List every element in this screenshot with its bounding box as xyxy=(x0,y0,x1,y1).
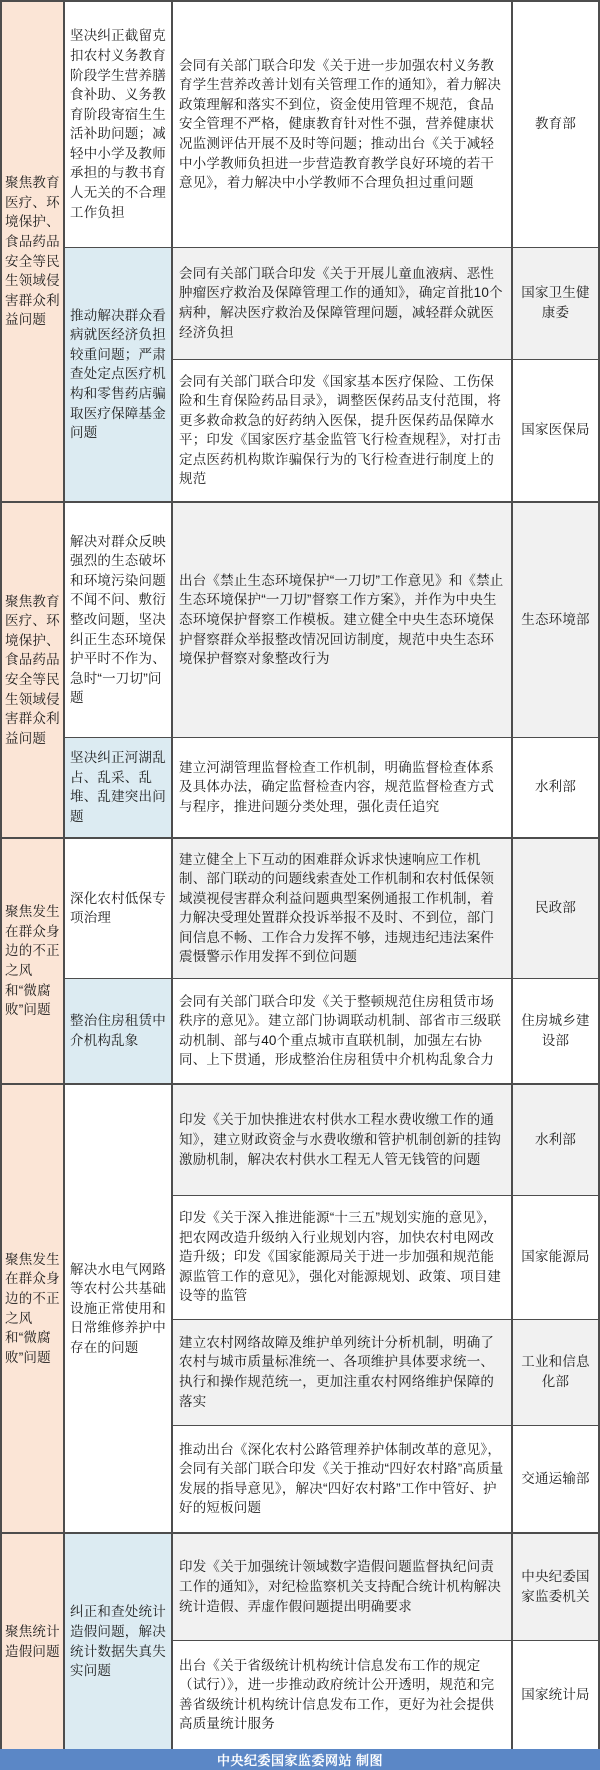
department-cell: 交通运输部 xyxy=(512,1425,599,1533)
focus-cell: 聚焦教育医疗、环境保护、食品药品安全等民生领域侵害群众利益问题 xyxy=(1,1,64,502)
department-cell: 民政部 xyxy=(512,838,599,978)
issue-cell: 推动解决群众看病就医经济负担较重问题；严肃查处定点医疗机构和零售药店骗取医疗保障基金问题 xyxy=(64,247,172,502)
table-row xyxy=(1,978,599,1084)
measure-cell: 会同有关部门联合印发《关于进一步加强农村义务教育学生营养改善计划有关管理工作的通知》，着力解决政策理解和落实不到位，资金使用管理不规范，食品安全管理不严格，健康教育针对性不强，营养健康状况监测评估开展不及时等问题；推动出台《关于减轻中小学教师负担进一步营造教育教学良好环境的若干意见》，着力解决中小学教师不合理负担过重问题 xyxy=(172,1,512,247)
table-row xyxy=(1,502,599,737)
measure-cell: 建立健全上下互动的困难群众诉求快速响应工作机制、部门联动的问题线索查处工作机制和农村低保领域漠视侵害群众利益问题典型案例通报工作机制，着力解决受理处置群众投诉举报不及时、不到位，部门间信息不畅、工作合力发挥不够，违规违纪违法案件震慑警示作用发挥不到位问题 xyxy=(172,838,512,978)
department-cell: 国家能源局 xyxy=(512,1195,599,1319)
issue-cell: 深化农村低保专项治理 xyxy=(64,838,172,978)
department-cell: 水利部 xyxy=(512,737,599,838)
measure-cell: 出台《禁止生态环境保护“一刀切”工作意见》和《禁止生态环境保护“一刀切”督察工作方案》，并作为中央生态环境保护督察工作模板。建立健全中央生态环境保护督察群众举报整改情况回访制度，规范中央生态环境保护督察对象整改行为 xyxy=(172,502,512,737)
measure-cell: 会同有关部门联合印发《国家基本医疗保险、工伤保险和生育保险药品目录》，调整医保药品支付范围，将更多救命救急的好药纳入医保，提升医保药品保障水平；印发《国家医疗基金监管飞行检查规程》，对打击定点医药机构欺诈骗保行为的飞行检查进行制度上的规范 xyxy=(172,359,512,502)
table-row xyxy=(1,1,599,247)
focus-cell: 聚焦发生在群众身边的不正之风和“微腐败”问题 xyxy=(1,838,64,1084)
measure-cell: 印发《关于加强统计领域数字造假问题监督执纪问责工作的通知》，对纪检监察机关支持配合统计机构解决统计造假、弄虚作假问题提出明确要求 xyxy=(172,1533,512,1640)
table-row xyxy=(1,838,599,978)
table-row xyxy=(1,1084,599,1195)
table-row xyxy=(1,737,599,838)
issue-cell: 整治住房租赁中介机构乱象 xyxy=(64,978,172,1084)
measure-cell: 出台《关于省级统计机构统计信息发布工作的规定（试行）》，进一步推动政府统计公开透明，规范和完善省级统计机构统计信息发布工作，更好为社会提供高质量统计服务 xyxy=(172,1640,512,1750)
focus-cell: 聚焦发生在群众身边的不正之风和“微腐败”问题 xyxy=(1,1084,64,1533)
credit-bar xyxy=(0,1749,600,1770)
department-cell: 工业和信息化部 xyxy=(512,1319,599,1425)
measure-cell: 建立河湖管理监督检查工作机制，明确监督检查体系及具体办法，确定监督检查内容，规范监督检查方式与程序，推进问题分类处理，强化责任追究 xyxy=(172,737,512,838)
measure-cell: 会同有关部门联合印发《关于开展儿童血液病、恶性肿瘤医疗救治及保障管理工作的通知》，确定首批10个病种，解决医疗救治及保障管理问题，减轻群众就医经济负担 xyxy=(172,247,512,359)
focus-cell: 聚焦教育医疗、环境保护、食品药品安全等民生领域侵害群众利益问题 xyxy=(1,502,64,838)
department-cell: 水利部 xyxy=(512,1084,599,1195)
department-cell: 生态环境部 xyxy=(512,502,599,737)
credit-text: 中央纪委国家监委网站 制图 xyxy=(216,1753,384,1768)
issue-cell: 纠正和查处统计造假问题，解决统计数据失真失实问题 xyxy=(64,1533,172,1750)
department-cell: 中央纪委国家监委机关 xyxy=(512,1533,599,1640)
department-cell: 国家卫生健康委 xyxy=(512,247,599,359)
issue-cell: 坚决纠正截留克扣农村义务教育阶段学生营养膳食补助、义务教育阶段寄宿生生活补助问题；减轻中小学及教师承担的与教书育人无关的不合理工作负担 xyxy=(64,1,172,247)
measure-cell: 建立农村网络故障及维护单列统计分析机制，明确了农村与城市质量标准统一、各项维护具体要求统一、执行和操作规范统一，更加注重农村网络维护保障的落实 xyxy=(172,1319,512,1425)
measure-cell: 推动出台《深化农村公路管理养护体制改革的意见》，会同有关部门联合印发《关于推动“四好农村路”高质量发展的指导意见》，解决“四好农村路”工作中管好、护好的短板问题 xyxy=(172,1425,512,1533)
department-cell: 国家统计局 xyxy=(512,1640,599,1750)
issue-cell: 解决对群众反映强烈的生态破坏和环境污染问题不闻不问、敷衍整改问题，坚决纠正生态环境保护平时不作为、急时“一刀切”问题 xyxy=(64,502,172,737)
table-row xyxy=(1,247,599,359)
focus-cell: 聚焦统计造假问题 xyxy=(1,1533,64,1750)
issue-cell: 解决水电气网路等农村公共基础设施正常使用和日常维修养护中存在的问题 xyxy=(64,1084,172,1533)
department-cell: 住房城乡建设部 xyxy=(512,978,599,1084)
issue-cell: 坚决纠正河湖乱占、乱采、乱堆、乱建突出问题 xyxy=(64,737,172,838)
measure-cell: 印发《关于深入推进能源“十三五”规划实施的意见》，把农网改造升级纳入行业规划内容，加快农村电网改造升级；印发《国家能源局关于进一步加强和规范能源监管工作的意见》，强化对能源规划、政策、项目建设等的监管 xyxy=(172,1195,512,1319)
measure-cell: 会同有关部门联合印发《关于整顿规范住房租赁市场秩序的意见》。建立部门协调联动机制、部省市三级联动机制、部与40个重点城市直联机制，加强左右协同、上下贯通，形成整治住房租赁中介机构乱象合力 xyxy=(172,978,512,1084)
measure-cell: 印发《关于加快推进农村供水工程水费收缴工作的通知》，建立财政资金与水费收缴和管护机制创新的挂钩激励机制，解决农村供水工程无人管无钱管的问题 xyxy=(172,1084,512,1195)
table-row xyxy=(1,1533,599,1640)
department-cell: 国家医保局 xyxy=(512,359,599,502)
department-cell: 教育部 xyxy=(512,1,599,247)
